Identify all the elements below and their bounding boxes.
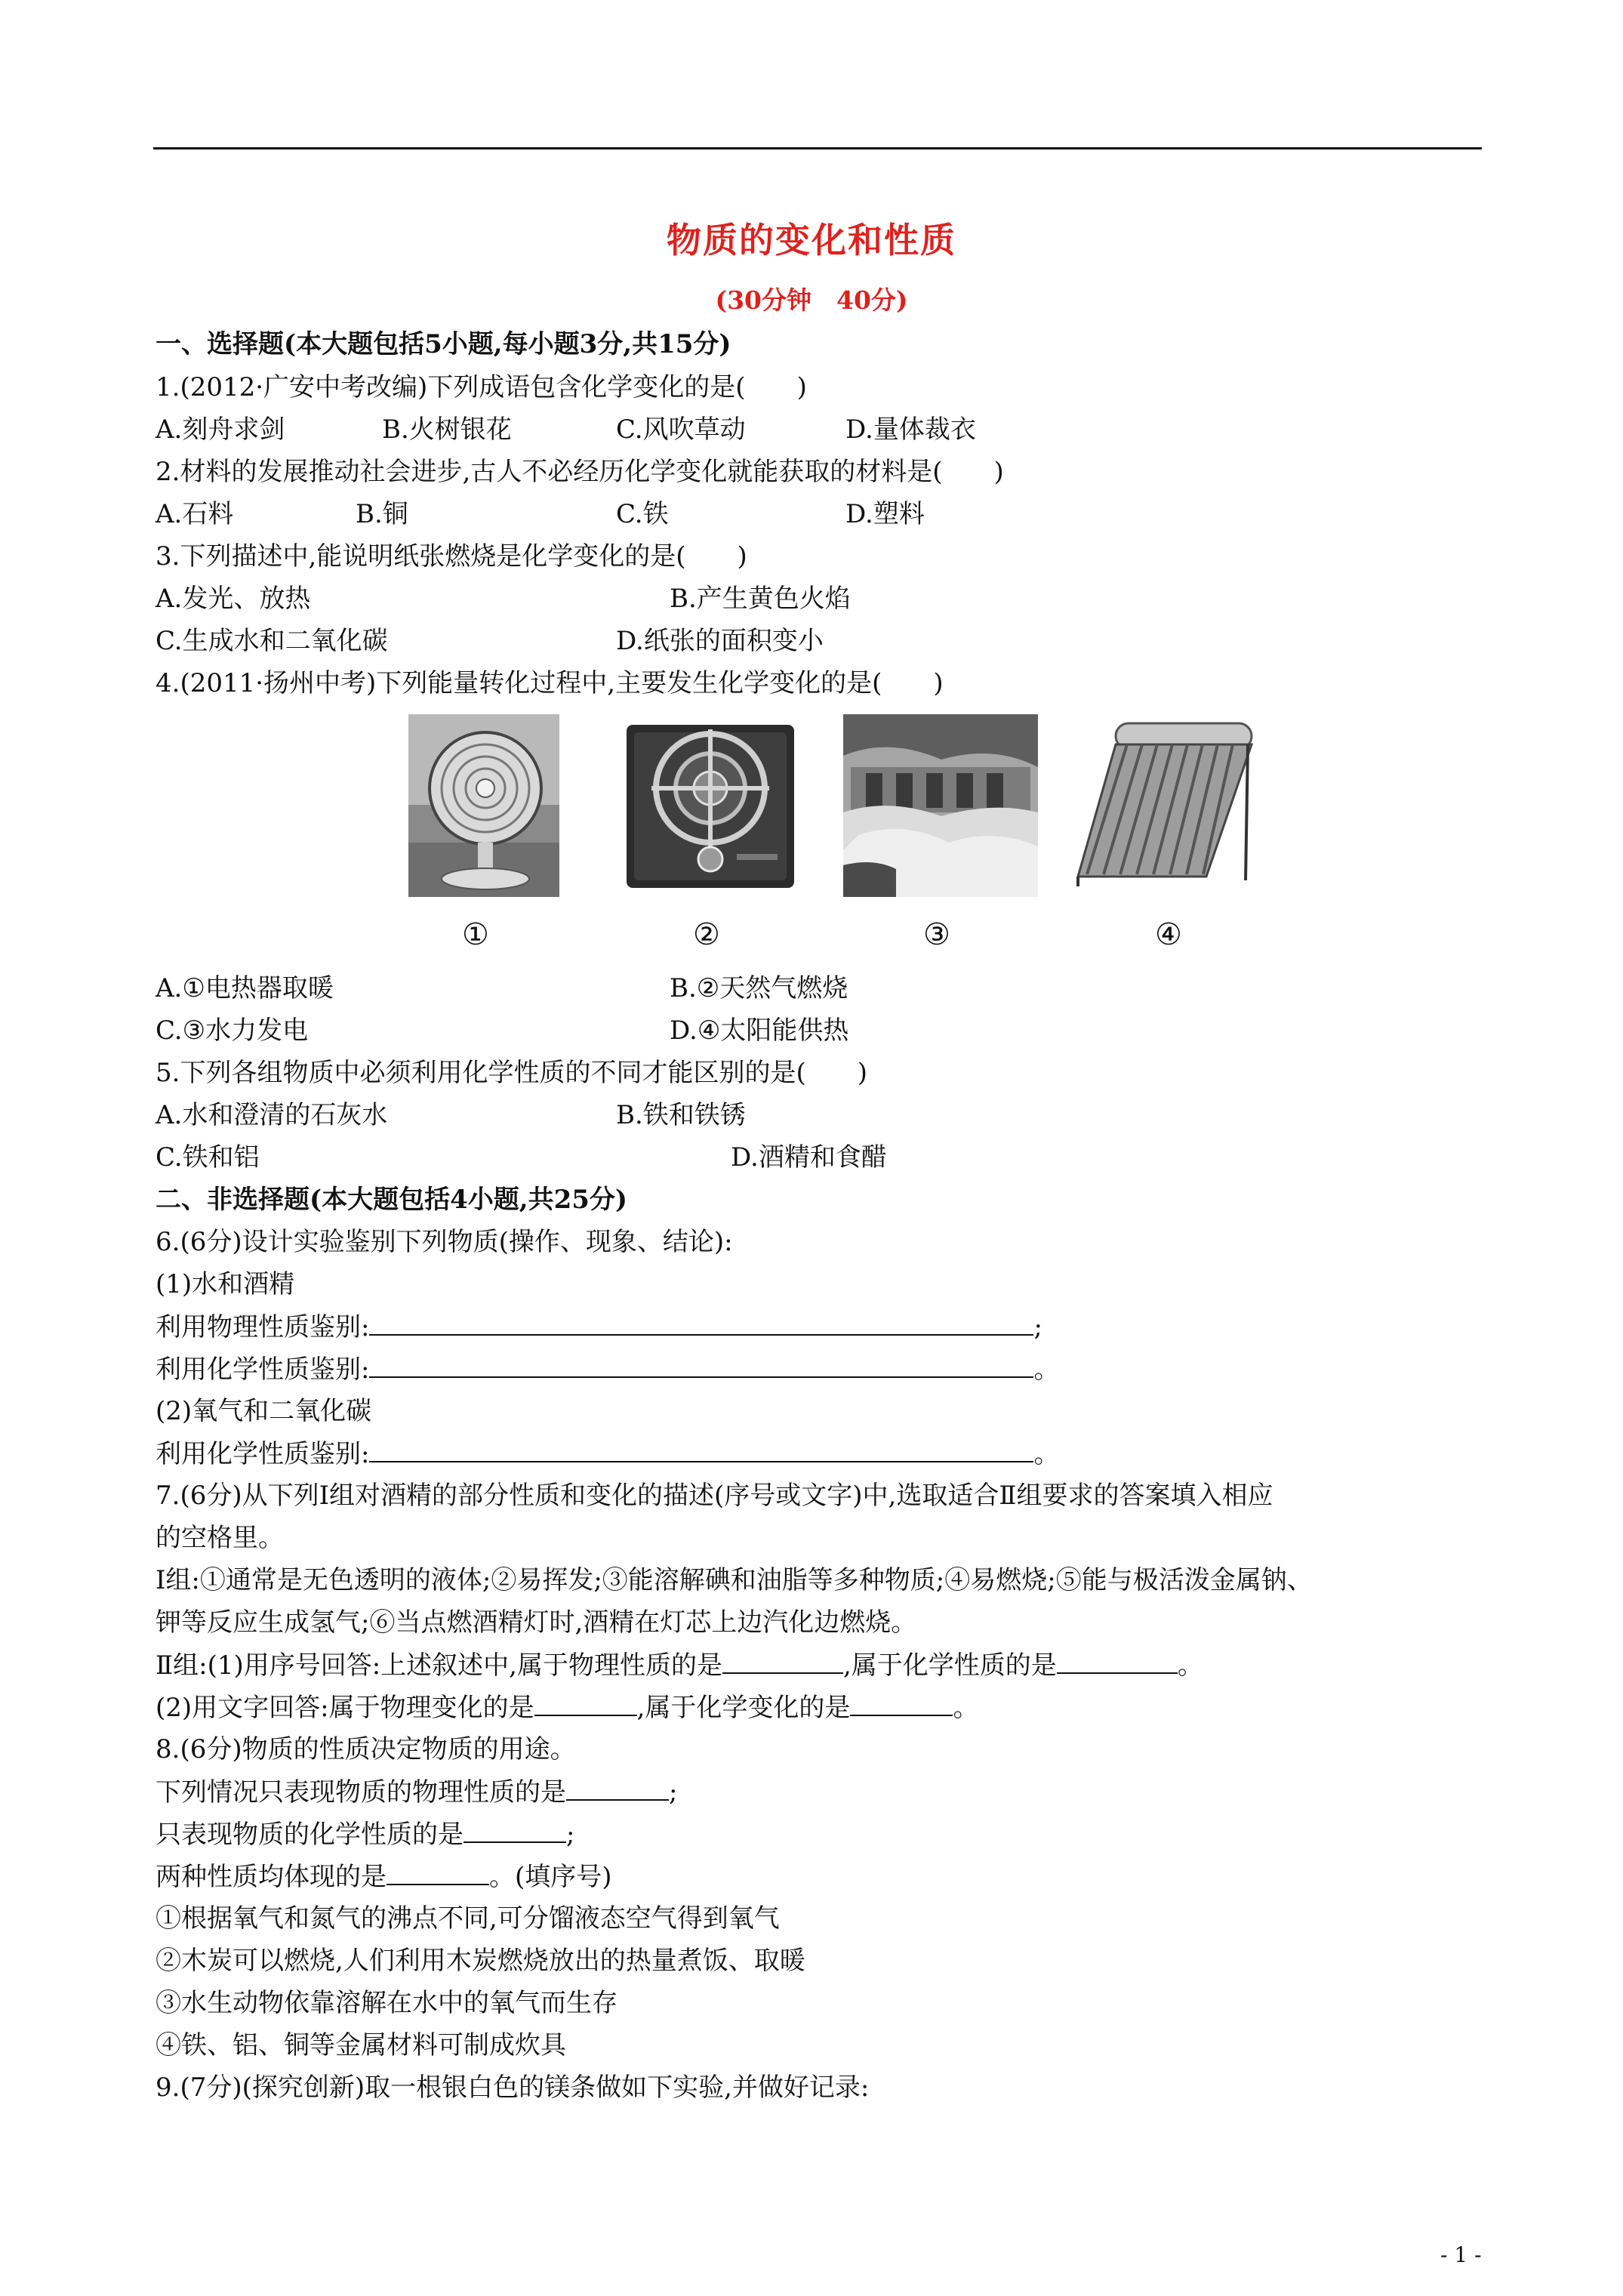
q8-line-2: 只表现物质的化学性质的是 ; [156, 1820, 575, 1850]
q8-line-3: 两种性质均体现的是 。(填序号) [156, 1862, 612, 1892]
q6-chemical-label: 利用化学性质鉴别: [156, 1354, 370, 1385]
q6-part-1: (1)水和酒精 [156, 1269, 295, 1299]
figure-label-3: ③ [923, 917, 950, 952]
answer-blank[interactable] [369, 1438, 1033, 1462]
page-number: - 1 - [1440, 2242, 1482, 2267]
q2-stem: 2.材料的发展推动社会进步,古人不必经历化学变化就能获取的材料是( ) [156, 457, 1004, 487]
q8-item-3: ③水生动物依靠溶解在水中的氧气而生存 [156, 1988, 617, 2018]
q7-group-1-line-2: 钾等反应生成氢气;⑥当点燃酒精灯时,酒精在灯芯上边汽化边燃烧。 [156, 1607, 917, 1638]
hydropower-dam-image [843, 714, 1038, 897]
q6-chemical-line-2: 利用化学性质鉴别: 。 [156, 1439, 1060, 1469]
q4-option-c: C.③水力发电 [156, 1015, 309, 1046]
section-1-heading: 一、选择题(本大题包括5小题,每小题3分,共15分) [156, 329, 731, 359]
q8-line-1: 下列情况只表现物质的物理性质的是 ; [156, 1777, 678, 1808]
page-title: 物质的变化和性质 [667, 220, 956, 260]
q3-option-a: A.发光、放热 [156, 584, 311, 614]
answer-blank[interactable] [850, 1692, 953, 1716]
q7-group-2-line-1: Ⅱ组:(1)用序号回答:上述叙述中,属于物理性质的是 ,属于化学性质的是 。 [156, 1650, 1203, 1681]
q6-physical-line: 利用物理性质鉴别: ; [156, 1312, 1042, 1342]
q5-option-c: C.铁和铝 [156, 1142, 260, 1173]
answer-blank[interactable] [369, 1354, 1033, 1378]
q4-stem: 4.(2011·扬州中考)下列能量转化过程中,主要发生化学变化的是( ) [156, 668, 944, 698]
q6-stem: 6.(6分)设计实验鉴别下列物质(操作、现象、结论): [156, 1227, 733, 1257]
answer-blank[interactable] [566, 1777, 669, 1801]
q6-chemical-line: 利用化学性质鉴别: 。 [156, 1354, 1060, 1385]
q2-option-d: D.塑料 [845, 499, 925, 529]
q1-option-a: A.刻舟求剑 [156, 415, 285, 445]
q1-option-c: C.风吹草动 [616, 415, 746, 445]
q3-option-d: D.纸张的面积变小 [616, 626, 824, 656]
gas-stove-image [624, 714, 797, 897]
q8-stem: 8.(6分)物质的性质决定物质的用途。 [156, 1734, 576, 1764]
q7-stem-line-2: 的空格里。 [156, 1523, 284, 1553]
q7-group-1-line-1: Ⅰ组:①通常是无色透明的液体;②易挥发;③能溶解碘和油脂等多种物质;④易燃烧;⑤能与极活泼金属钠、 [156, 1565, 1313, 1595]
q1-stem: 1.(2012·广安中考改编)下列成语包含化学变化的是( ) [156, 372, 807, 402]
q7-stem-line-1: 7.(6分)从下列Ⅰ组对酒精的部分性质和变化的描述(序号或文字)中,选取适合Ⅱ组要求的答案填入相应 [156, 1481, 1273, 1511]
q5-option-a: A.水和澄清的石灰水 [156, 1100, 388, 1130]
q5-option-d: D.酒精和食醋 [731, 1142, 887, 1173]
q5-option-b: B.铁和铁锈 [616, 1100, 746, 1130]
answer-blank[interactable] [463, 1819, 566, 1843]
q2-option-b: B.铜 [356, 499, 408, 529]
answer-blank[interactable] [369, 1311, 1033, 1336]
q6-physical-label: 利用物理性质鉴别: [156, 1312, 370, 1342]
q5-stem: 5.下列各组物质中必须利用化学性质的不同才能区别的是( ) [156, 1058, 867, 1088]
page-subtitle: (30分钟 40分) [715, 285, 908, 315]
q3-stem: 3.下列描述中,能说明纸张燃烧是化学变化的是( ) [156, 541, 747, 572]
q4-option-b: B.②天然气燃烧 [670, 973, 848, 1003]
figure-label-4: ④ [1155, 917, 1182, 952]
q8-item-2: ②木炭可以燃烧,人们利用木炭燃烧放出的热量煮饭、取暖 [156, 1946, 805, 1976]
figure-label-1: ① [462, 917, 489, 952]
q8-item-1: ①根据氧气和氮气的沸点不同,可分馏液态空气得到氧气 [156, 1903, 780, 1934]
q1-option-d: D.量体裁衣 [845, 415, 976, 445]
q7-group-2-line-2: (2)用文字回答:属于物理变化的是 ,属于化学变化的是 。 [156, 1693, 979, 1723]
answer-blank[interactable] [1057, 1650, 1178, 1674]
solar-water-heater-image [1070, 714, 1259, 897]
section-2-heading: 二、非选择题(本大题包括4小题,共25分) [156, 1185, 627, 1215]
heater-image [408, 714, 559, 897]
answer-blank[interactable] [387, 1861, 489, 1885]
q2-option-c: C.铁 [616, 499, 669, 529]
q2-option-a: A.石料 [156, 499, 234, 529]
answer-blank[interactable] [722, 1650, 843, 1674]
q3-option-b: B.产生黄色火焰 [670, 584, 851, 614]
q6-part-2: (2)氧气和二氧化碳 [156, 1396, 372, 1426]
q6-chemical-label-2: 利用化学性质鉴别: [156, 1439, 370, 1469]
q4-option-d: D.④太阳能供热 [670, 1015, 849, 1046]
q1-option-b: B.火树银花 [382, 415, 512, 445]
header-rule [153, 147, 1482, 149]
q3-option-c: C.生成水和二氧化碳 [156, 626, 388, 656]
q9-stem: 9.(7分)(探究创新)取一根银白色的镁条做如下实验,并做好记录: [156, 2073, 870, 2103]
answer-blank[interactable] [534, 1692, 637, 1716]
figure-label-2: ② [693, 917, 720, 952]
q8-item-4: ④铁、铝、铜等金属材料可制成炊具 [156, 2030, 566, 2060]
q4-option-a: A.①电热器取暖 [156, 973, 334, 1003]
